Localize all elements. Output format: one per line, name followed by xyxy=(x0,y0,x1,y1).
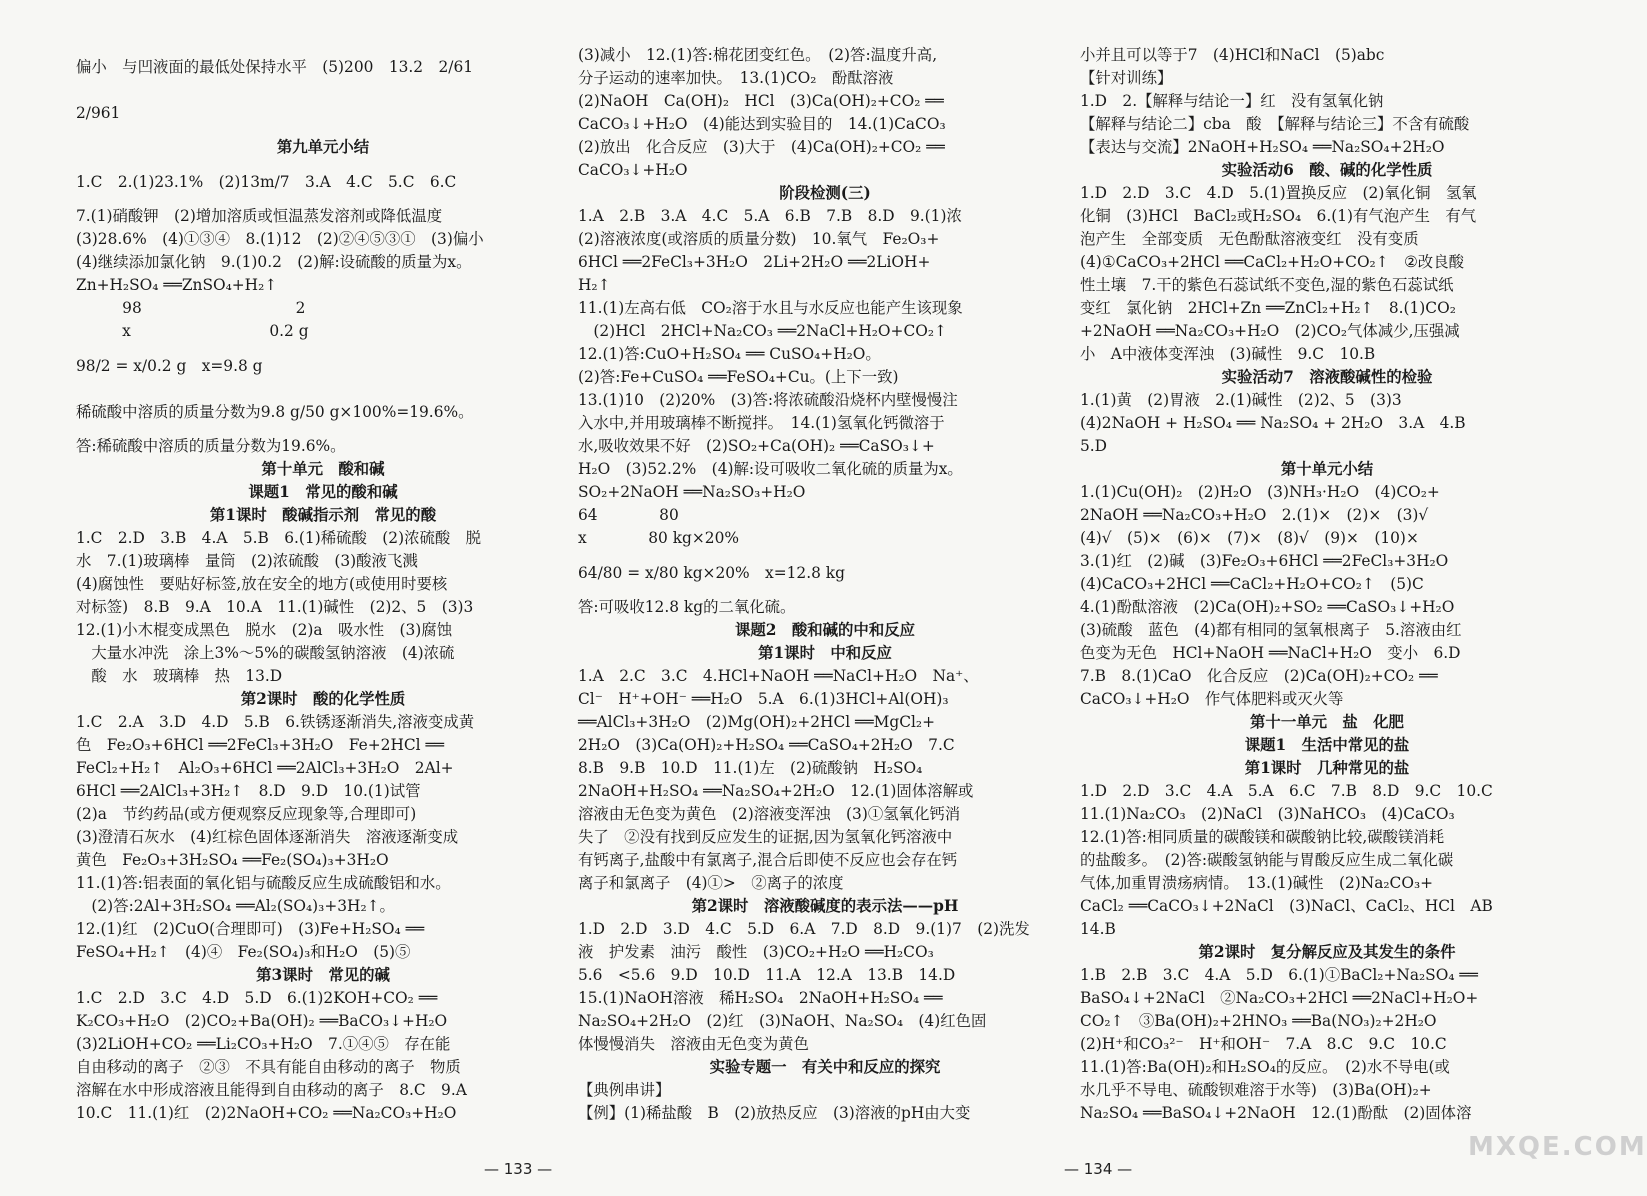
answer-line: (4)腐蚀性 要贴好标签,放在安全的地方(或使用时要核 xyxy=(76,575,448,593)
answer-line: 答:稀硫酸中溶质的质量分数为19.6%。 xyxy=(76,437,346,455)
section-heading: 第1课时 酸碱指示剂 常见的酸 xyxy=(209,506,437,524)
answer-line: (4)CaCO₃+2HCl ══CaCl₂+H₂O+CO₂↑ (5)C xyxy=(1080,575,1424,593)
answer-line: 7.B 8.(1)CaO 化合反应 (2)Ca(OH)₂+CO₂ ══ xyxy=(1080,667,1438,685)
answer-line: 分子运动的速率加快。 13.(1)CO₂ 酚酞溶液 xyxy=(578,69,894,87)
answer-line: 6HCl ══2AlCl₃+3H₂↑ 8.D 9.D 10.(1)试管 xyxy=(76,782,421,800)
section-heading: 第十单元小结 xyxy=(1280,460,1374,478)
answer-line: 水几乎不导电、硫酸钡难溶于水等) (3)Ba(OH)₂+ xyxy=(1080,1081,1432,1099)
answer-line: 答:可吸收12.8 kg的二氧化硫。 xyxy=(578,598,796,616)
answer-line: 【典例串讲】 xyxy=(578,1081,671,1099)
answer-line: 1.C 2.A 3.D 4.D 5.B 6.铁锈逐渐消失,溶液变成黄 xyxy=(76,713,475,731)
watermark: MXQE.COM xyxy=(1468,1132,1647,1162)
answer-line: 10.C 11.(1)红 (2)2NaOH+CO₂ ══Na₂CO₃+H₂O xyxy=(76,1104,457,1122)
answer-line: 3.(1)红 (2)碱 (3)Fe₂O₃+6HCl ══2FeCl₃+3H₂O xyxy=(1080,552,1449,570)
answer-line: 对标签) 8.B 9.A 10.A 11.(1)碱性 (2)2、5 (3)3 xyxy=(76,598,474,616)
answer-line: 11.(1)Na₂CO₃ (2)NaCl (3)NaHCO₃ (4)CaCO₃ xyxy=(1080,805,1455,823)
section-heading: 实验活动6 酸、碱的化学性质 xyxy=(1221,161,1433,179)
answer-line: 有钙离子,盐酸中有氯离子,混合后即使不反应也会存在钙 xyxy=(578,851,958,869)
answer-column-1 xyxy=(76,44,570,1154)
answer-line: 5.D xyxy=(1080,437,1108,455)
answer-line: 15.(1)NaOH溶液 稀H₂SO₄ 2NaOH+H₂SO₄ ══ xyxy=(578,989,943,1007)
answer-column-3 xyxy=(1080,44,1574,1154)
page-number-left: — 133 — xyxy=(484,1160,553,1178)
section-heading: 阶段检测(三) xyxy=(779,184,871,202)
section-heading: 第十一单元 盐 化肥 xyxy=(1250,713,1404,731)
answer-line: (2)放出 化合反应 (3)大于 (4)Ca(OH)₂+CO₂ ══ xyxy=(578,138,945,156)
answer-line: (3)2LiOH+CO₂ ══Li₂CO₃+H₂O 7.①④⑤ 存在能 xyxy=(76,1035,451,1053)
section-heading: 第2课时 溶液酸碱度的表示法——pH xyxy=(691,897,959,915)
answer-line: SO₂+2NaOH ══Na₂SO₃+H₂O xyxy=(578,483,806,501)
section-heading: 实验活动7 溶液酸碱性的检验 xyxy=(1221,368,1433,386)
answer-line: 11.(1)左高右低 CO₂溶于水且与水反应也能产生该现象 xyxy=(578,299,963,317)
section-heading: 第2课时 复分解反应及其发生的条件 xyxy=(1198,943,1456,961)
answer-line: 性土壤 7.干的紫色石蕊试纸不变色,湿的紫色石蕊试纸 xyxy=(1080,276,1454,294)
answer-line: 溶解在水中形成溶液且能得到自由移动的离子 8.C 9.A xyxy=(76,1081,467,1099)
answer-line: (2)NaOH Ca(OH)₂ HCl (3)Ca(OH)₂+CO₂ ══ xyxy=(578,92,944,110)
answer-line: Na₂SO₄ ══BaSO₄↓+2NaOH 12.(1)酚酞 (2)固体溶 xyxy=(1080,1104,1472,1122)
answer-line: (3)澄清石灰水 (4)红棕色固体逐渐消失 溶液逐渐变成 xyxy=(76,828,459,846)
answer-line: 1.D 2.D 3.D 4.C 5.D 6.A 7.D 8.D 9.(1)7 (2)洗发 xyxy=(578,920,1030,938)
section-heading: 实验专题一 有关中和反应的探究 xyxy=(709,1058,941,1076)
answer-line: x 80 kg×20% xyxy=(578,529,740,547)
answer-line: 64 80 xyxy=(578,506,679,524)
answer-line: 大量水冲洗 涂上3%～5%的碳酸氢钠溶液 (4)浓硫 xyxy=(76,644,455,662)
page-number-right: — 134 — xyxy=(1064,1160,1133,1178)
answer-line: 自由移动的离子 ②③ 不具有能自由移动的离子 物质 xyxy=(76,1058,461,1076)
section-heading: 第九单元小结 xyxy=(276,138,370,156)
answer-line: 稀硫酸中溶质的质量分数为9.8 g/50 g×100%=19.6%。 xyxy=(76,403,474,421)
answer-line: (2)溶液浓度(或溶质的质量分数) 10.氧气 Fe₂O₃+ xyxy=(578,230,940,248)
answer-line: H₂↑ xyxy=(578,276,611,294)
section-heading: 第3课时 常见的碱 xyxy=(256,966,390,984)
answer-line: 小并且可以等于7 (4)HCl和NaCl (5)abc xyxy=(1080,46,1385,64)
answer-line: 1.C 2.D 3.C 4.D 5.D 6.(1)2KOH+CO₂ ══ xyxy=(76,989,438,1007)
answer-line: (2)答:Fe+CuSO₄ ══FeSO₄+Cu。(上下一致) xyxy=(578,368,899,386)
answer-line: 离子和氯离子 (4)①> ②离子的浓度 xyxy=(578,874,844,892)
section-heading: 课题2 酸和碱的中和反应 xyxy=(734,621,915,639)
answer-line: 色 Fe₂O₃+6HCl ══2FeCl₃+3H₂O Fe+2HCl ══ xyxy=(76,736,444,754)
answer-line: 化铜 (3)HCl BaCl₂或H₂SO₄ 6.(1)有气泡产生 有气 xyxy=(1080,207,1477,225)
answer-line: 酸 水 玻璃棒 热 13.D xyxy=(76,667,283,685)
answer-line: 14.B xyxy=(1080,920,1116,938)
answer-line: 水,吸收效果不好 (2)SO₂+Ca(OH)₂ ══CaSO₃↓+ xyxy=(578,437,935,455)
answer-line: Zn+H₂SO₄ ══ZnSO₄+H₂↑ xyxy=(76,276,278,294)
answer-line: 5.6 <5.6 9.D 10.D 11.A 12.A 13.B 14.D xyxy=(578,966,956,984)
answer-line: 【针对训练】 xyxy=(1080,69,1173,87)
section-heading: 第1课时 几种常见的盐 xyxy=(1244,759,1410,777)
answer-line: 1.B 2.B 3.C 4.A 5.D 6.(1)①BaCl₂+Na₂SO₄ ══ xyxy=(1080,966,1478,984)
answer-line: 1.D 2.【解释与结论一】红 没有氢氧化钠 xyxy=(1080,92,1384,110)
answer-line: 1.(1)黄 (2)胃液 2.(1)碱性 (2)2、5 (3)3 xyxy=(1080,391,1402,409)
answer-line: 1.C 2.D 3.B 4.A 5.B 6.(1)稀硫酸 (2)浓硫酸 脱 xyxy=(76,529,482,547)
answer-line: 气体,加重胃溃疡病情。 13.(1)碱性 (2)Na₂CO₃+ xyxy=(1080,874,1434,892)
answer-line: (2)答:2Al+3H₂SO₄ ══Al₂(SO₄)₃+3H₂↑。 xyxy=(76,897,395,915)
answer-line: 【解释与结论二】cba 酸 【解释与结论三】不含有硫酸 xyxy=(1080,115,1470,133)
answer-line: (4)①CaCO₃+2HCl ══CaCl₂+H₂O+CO₂↑ ②改良酸 xyxy=(1080,253,1464,271)
answer-line: 12.(1)小木棍变成黑色 脱水 (2)a 吸水性 (3)腐蚀 xyxy=(76,621,453,639)
answer-line: 11.(1)答:铝表面的氧化铝与硫酸反应生成硫酸铝和水。 xyxy=(76,874,451,892)
answer-line: 1.A 2.C 3.C 4.HCl+NaOH ══NaCl+H₂O Na⁺、 xyxy=(578,667,979,685)
section-heading: 课题1 生活中常见的盐 xyxy=(1244,736,1410,754)
answer-line: +2NaOH ══Na₂CO₃+H₂O (2)CO₂气体减少,压强减 xyxy=(1080,322,1460,340)
answer-line: CaCl₂ ══CaCO₃↓+2NaCl (3)NaCl、CaCl₂、HCl AB xyxy=(1080,897,1493,915)
answer-line: K₂CO₃+H₂O (2)CO₂+Ba(OH)₂ ══BaCO₃↓+H₂O xyxy=(76,1012,448,1030)
section-heading: 第1课时 中和反应 xyxy=(758,644,892,662)
answer-line: 液 护发素 油污 酸性 (3)CO₂+H₂O ══H₂CO₃ xyxy=(578,943,934,961)
answer-line: 1.D 2.D 3.C 4.A 5.A 6.C 7.B 8.D 9.C 10.C xyxy=(1080,782,1493,800)
answer-line: BaSO₄↓+2NaCl ②Na₂CO₃+2HCl ══2NaCl+H₂O+ xyxy=(1080,989,1479,1007)
answer-line: 入水中,并用玻璃棒不断搅拌。 14.(1)氢氧化钙微溶于 xyxy=(578,414,945,432)
answer-line: 98 2 xyxy=(76,299,306,317)
answer-line: 2NaOH+H₂SO₄ ══Na₂SO₄+2H₂O 12.(1)固体溶解或 xyxy=(578,782,974,800)
answer-line: CaCO₃↓+H₂O (4)能达到实验目的 14.(1)CaCO₃ xyxy=(578,115,946,133)
answer-line: 体慢慢消失 溶液由无色变为黄色 xyxy=(578,1035,809,1053)
answer-line: Na₂SO₄+2H₂O (2)红 (3)NaOH、Na₂SO₄ (4)红色固 xyxy=(578,1012,987,1030)
answer-line: 13.(1)10 (2)20% (3)答:将浓硫酸沿烧杯内壁慢慢注 xyxy=(578,391,958,409)
section-heading: 课题1 常见的酸和碱 xyxy=(248,483,398,501)
answer-line: 1.D 2.D 3.C 4.D 5.(1)置换反应 (2)氧化铜 氢氧 xyxy=(1080,184,1477,202)
answer-line: CaCO₃↓+H₂O 作气体肥料或灭火等 xyxy=(1080,690,1344,708)
answer-line: 黄色 Fe₂O₃+3H₂SO₄ ══Fe₂(SO₄)₃+3H₂O xyxy=(76,851,389,869)
answer-line: 1.(1)Cu(OH)₂ (2)H₂O (3)NH₃·H₂O (4)CO₂+ xyxy=(1080,483,1440,501)
answer-line: 6HCl ══2FeCl₃+3H₂O 2Li+2H₂O ══2LiOH+ xyxy=(578,253,931,271)
answer-line: 64/80 = x/80 kg×20% x=12.8 kg xyxy=(578,564,845,582)
answer-line: 小 A中液体变浑浊 (3)碱性 9.C 10.B xyxy=(1080,345,1376,363)
answer-line: FeCl₂+H₂↑ Al₂O₃+6HCl ══2AlCl₃+3H₂O 2Al+ xyxy=(76,759,454,777)
answer-line: CO₂↑ ③Ba(OH)₂+2HNO₃ ══Ba(NO₃)₂+2H₂O xyxy=(1080,1012,1437,1030)
answer-line: (2)HCl 2HCl+Na₂CO₃ ══2NaCl+H₂O+CO₂↑ xyxy=(578,322,947,340)
answer-line: 12.(1)红 (2)CuO(合理即可) (3)Fe+H₂SO₄ ══ xyxy=(76,920,425,938)
answer-line: 1.C 2.(1)23.1% (2)13m/7 3.A 4.C 5.C 6.C xyxy=(76,173,457,191)
answer-line: 偏小 与凹液面的最低处保持水平 (5)200 13.2 2/61 xyxy=(76,58,474,76)
answer-line: 12.(1)答:CuO+H₂SO₄ ══ CuSO₄+H₂O。 xyxy=(578,345,881,363)
answer-line: (3)硫酸 蓝色 (4)都有相同的氢氧根离子 5.溶液由红 xyxy=(1080,621,1462,639)
answer-line: 【例】(1)稀盐酸 B (2)放热反应 (3)溶液的pH由大变 xyxy=(578,1104,971,1122)
answer-line: 的盐酸多。 (2)答:碳酸氢钠能与胃酸反应生成二氧化碳 xyxy=(1080,851,1454,869)
answer-line: ══AlCl₃+3H₂O (2)Mg(OH)₂+2HCl ══MgCl₂+ xyxy=(578,713,935,731)
answer-line: 2NaOH ══Na₂CO₃+H₂O 2.(1)× (2)× (3)√ xyxy=(1080,506,1429,524)
answer-line: (4)继续添加氯化钠 9.(1)0.2 (2)解:设硫酸的质量为x。 xyxy=(76,253,472,271)
answer-line: CaCO₃↓+H₂O xyxy=(578,161,688,179)
answer-line: 12.(1)答:相同质量的碳酸镁和碳酸钠比较,碳酸镁消耗 xyxy=(1080,828,1445,846)
answer-line: H₂O (3)52.2% (4)解:设可吸收二氧化硫的质量为x。 xyxy=(578,460,963,478)
answer-line: 【表达与交流】2NaOH+H₂SO₄ ══Na₂SO₄+2H₂O xyxy=(1080,138,1445,156)
answer-line: 8.B 9.B 10.D 11.(1)左 (2)硫酸钠 H₂SO₄ xyxy=(578,759,923,777)
answer-column-2 xyxy=(578,44,1072,1154)
answer-line: 水 7.(1)玻璃棒 量筒 (2)浓硫酸 (3)酸液飞溅 xyxy=(76,552,418,570)
answer-line: 7.(1)硝酸钾 (2)增加溶质或恒温蒸发溶剂或降低温度 xyxy=(76,207,443,225)
section-heading: 第十单元 酸和碱 xyxy=(261,460,385,478)
answer-line: 色变为无色 HCl+NaOH ══NaCl+H₂O 变小 6.D xyxy=(1080,644,1461,662)
answer-line: 失了 ②没有找到反应发生的证据,因为氢氧化钙溶液中 xyxy=(578,828,953,846)
section-heading: 第2课时 酸的化学性质 xyxy=(240,690,406,708)
answer-line: Cl⁻ H⁺+OH⁻ ══H₂O 5.A 6.(1)3HCl+Al(OH)₃ xyxy=(578,690,949,708)
answer-line: (2)H⁺和CO₃²⁻ H⁺和OH⁻ 7.A 8.C 9.C 10.C xyxy=(1080,1035,1447,1053)
answer-line: (3)减小 12.(1)答:棉花团变红色。 (2)答:温度升高, xyxy=(578,46,938,64)
answer-line: 2H₂O (3)Ca(OH)₂+H₂SO₄ ══CaSO₄+2H₂O 7.C xyxy=(578,736,955,754)
answer-line: (3)28.6% (4)①③④ 8.(1)12 (2)②④⑤③① (3)偏小 xyxy=(76,230,484,248)
answer-line: 4.(1)酚酞溶液 (2)Ca(OH)₂+SO₂ ══CaSO₃↓+H₂O xyxy=(1080,598,1455,616)
answer-line: 溶液由无色变为黄色 (2)溶液变浑浊 (3)①氢氧化钙消 xyxy=(578,805,961,823)
answer-line: 1.A 2.B 3.A 4.C 5.A 6.B 7.B 8.D 9.(1)浓 xyxy=(578,207,962,225)
answer-line: FeSO₄+H₂↑ (4)④ Fe₂(SO₄)₃和H₂O (5)⑤ xyxy=(76,943,411,961)
answer-line: 泡产生 全部变质 无色酚酞溶液变红 没有变质 xyxy=(1080,230,1419,248)
answer-line: (4)2NaOH + H₂SO₄ ══ Na₂SO₄ + 2H₂O 3.A 4.B xyxy=(1080,414,1466,432)
answer-line: 2/961 xyxy=(76,104,121,122)
answer-line: (2)a 节约药品(或方便观察反应现象等,合理即可) xyxy=(76,805,417,823)
answer-line: x 0.2 g xyxy=(76,322,309,340)
answer-line: 11.(1)答:Ba(OH)₂和H₂SO₄的反应。 (2)水不导电(或 xyxy=(1080,1058,1450,1076)
answer-line: 变红 氯化钠 2HCl+Zn ══ZnCl₂+H₂↑ 8.(1)CO₂ xyxy=(1080,299,1456,317)
answer-line: (4)√ (5)× (6)× (7)× (8)√ (9)× (10)× xyxy=(1080,529,1419,547)
answer-line: 98/2 = x/0.2 g x=9.8 g xyxy=(76,357,263,375)
